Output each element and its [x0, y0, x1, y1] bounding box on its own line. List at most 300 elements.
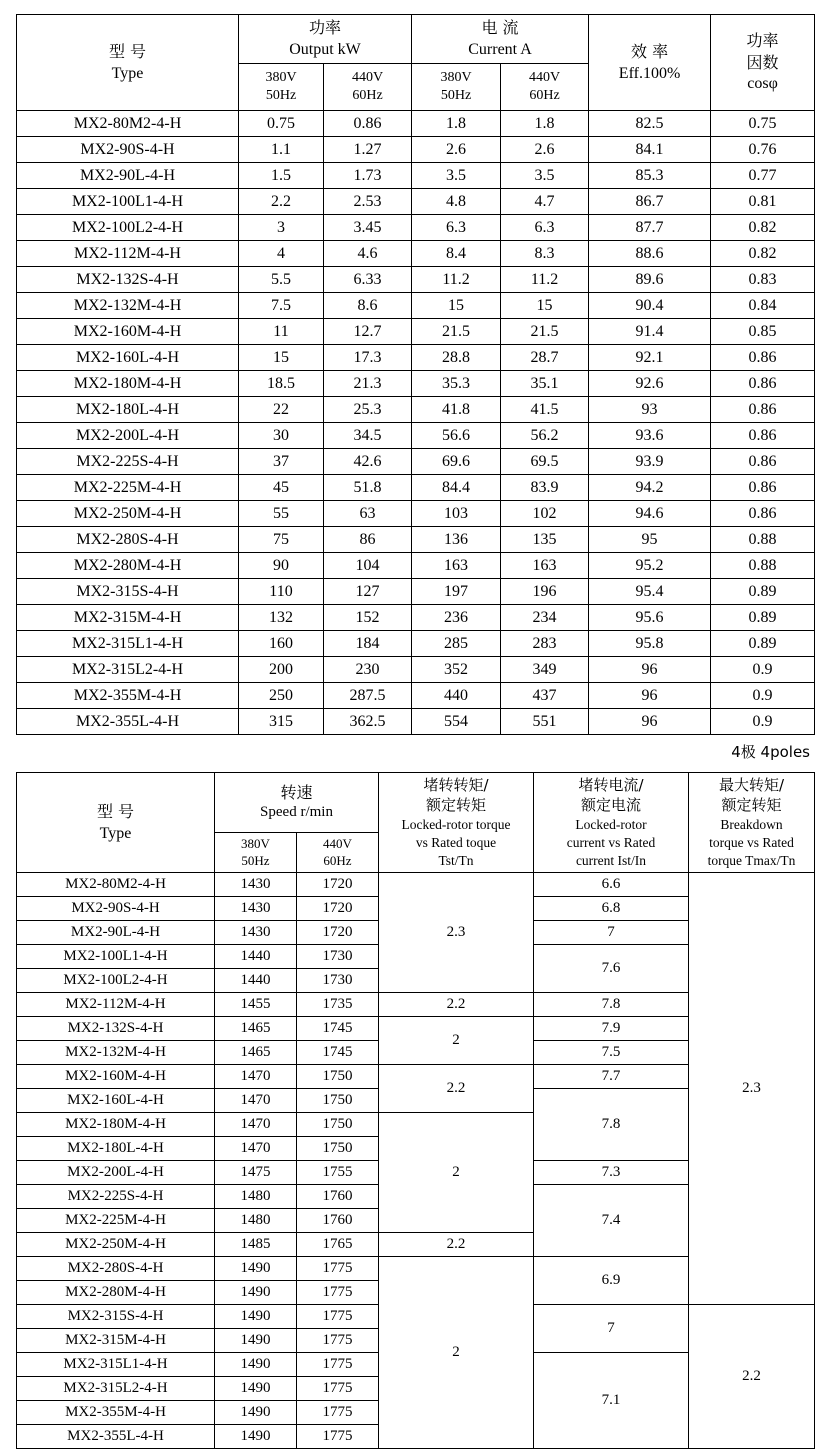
table-row — [17, 475, 815, 501]
cell-speed-440v: 1745 — [297, 1017, 379, 1041]
cell-efficiency: 85.3 — [589, 163, 711, 189]
cell-efficiency: 91.4 — [589, 319, 711, 345]
cell-speed-380v: 1490 — [215, 1305, 297, 1329]
cell-current-380v: 4.8 — [412, 189, 501, 215]
cell-current-440v: 21.5 — [501, 319, 589, 345]
cell-locked-rotor-torque: 2 — [379, 1113, 534, 1233]
cell-speed-440v: 1750 — [297, 1113, 379, 1137]
cell-locked-rotor-current: 6.9 — [534, 1257, 689, 1305]
cell-speed-440v: 1765 — [297, 1233, 379, 1257]
cell-output-440v: 8.6 — [324, 293, 412, 319]
table-row — [17, 873, 815, 897]
cell-model: MX2-225M-4-H — [17, 1209, 215, 1233]
cell-output-440v: 230 — [324, 657, 412, 683]
table-row — [17, 371, 815, 397]
cell-speed-380v: 1470 — [215, 1065, 297, 1089]
cell-current-440v: 135 — [501, 527, 589, 553]
cell-model: MX2-315L1-4-H — [17, 1353, 215, 1377]
cell-locked-rotor-current: 7 — [534, 921, 689, 945]
cell-speed-380v: 1465 — [215, 1017, 297, 1041]
cell-current-440v: 35.1 — [501, 371, 589, 397]
cell-speed-380v: 1470 — [215, 1113, 297, 1137]
cell-locked-rotor-torque: 2.3 — [379, 873, 534, 993]
cell-speed-440v: 1730 — [297, 969, 379, 993]
cell-speed-440v: 1775 — [297, 1401, 379, 1425]
cell-model: MX2-225M-4-H — [17, 475, 239, 501]
table-row — [17, 111, 815, 137]
cell-locked-rotor-current: 7.9 — [534, 1017, 689, 1041]
cell-speed-380v: 1490 — [215, 1401, 297, 1425]
cell-model: MX2-90L-4-H — [17, 163, 239, 189]
cell-output-440v: 12.7 — [324, 319, 412, 345]
cell-efficiency: 96 — [589, 683, 711, 709]
header-output-power: 功率 Output kW — [239, 15, 412, 64]
table-row — [17, 501, 815, 527]
table-row — [17, 397, 815, 423]
cell-current-440v: 11.2 — [501, 267, 589, 293]
cell-current-380v: 3.5 — [412, 163, 501, 189]
table-row — [17, 345, 815, 371]
cell-model: MX2-315L1-4-H — [17, 631, 239, 657]
cell-power-factor: 0.76 — [711, 137, 815, 163]
table1-header — [17, 15, 815, 111]
cell-current-380v: 69.6 — [412, 449, 501, 475]
cell-power-factor: 0.88 — [711, 527, 815, 553]
cell-output-440v: 25.3 — [324, 397, 412, 423]
cell-efficiency: 95.2 — [589, 553, 711, 579]
cell-power-factor: 0.86 — [711, 475, 815, 501]
cell-locked-rotor-current: 7.5 — [534, 1041, 689, 1065]
header-breakdown-torque: 最大转矩/ 额定转矩 Breakdown torque vs Rated torque Tmax/Tn — [689, 773, 815, 873]
table-row — [17, 137, 815, 163]
cell-power-factor: 0.82 — [711, 215, 815, 241]
cell-locked-rotor-current: 7.7 — [534, 1065, 689, 1089]
table-row — [17, 709, 815, 735]
cell-locked-rotor-current: 7 — [534, 1305, 689, 1353]
cell-speed-440v: 1775 — [297, 1377, 379, 1401]
cell-model: MX2-112M-4-H — [17, 241, 239, 267]
cell-current-440v: 6.3 — [501, 215, 589, 241]
header-efficiency: 效 率 Eff.100% — [589, 15, 711, 111]
table1-footnote: 4极 4poles — [731, 743, 810, 761]
cell-model: MX2-132M-4-H — [17, 1041, 215, 1065]
cell-power-factor: 0.83 — [711, 267, 815, 293]
table-row — [17, 605, 815, 631]
cell-model: MX2-200L-4-H — [17, 1161, 215, 1185]
cell-current-380v: 6.3 — [412, 215, 501, 241]
cell-locked-rotor-current: 7.1 — [534, 1353, 689, 1449]
cell-output-380v: 30 — [239, 423, 324, 449]
cell-current-440v: 437 — [501, 683, 589, 709]
cell-efficiency: 86.7 — [589, 189, 711, 215]
motor-specs-table-4pole — [16, 14, 815, 735]
cell-model: MX2-315S-4-H — [17, 1305, 215, 1329]
table-row — [17, 215, 815, 241]
cell-power-factor: 0.9 — [711, 657, 815, 683]
cell-current-380v: 163 — [412, 553, 501, 579]
table-row — [17, 423, 815, 449]
cell-output-440v: 1.73 — [324, 163, 412, 189]
cell-speed-380v: 1455 — [215, 993, 297, 1017]
cell-power-factor: 0.81 — [711, 189, 815, 215]
cell-output-380v: 75 — [239, 527, 324, 553]
cell-current-380v: 28.8 — [412, 345, 501, 371]
cell-output-380v: 37 — [239, 449, 324, 475]
table-row — [17, 163, 815, 189]
cell-model: MX2-90L-4-H — [17, 921, 215, 945]
table-row — [17, 631, 815, 657]
cell-locked-rotor-torque: 2.2 — [379, 1065, 534, 1113]
cell-model: MX2-112M-4-H — [17, 993, 215, 1017]
cell-power-factor: 0.86 — [711, 449, 815, 475]
cell-output-380v: 250 — [239, 683, 324, 709]
cell-output-380v: 160 — [239, 631, 324, 657]
cell-model: MX2-225S-4-H — [17, 1185, 215, 1209]
cell-speed-380v: 1480 — [215, 1209, 297, 1233]
cell-current-440v: 2.6 — [501, 137, 589, 163]
cell-efficiency: 95.6 — [589, 605, 711, 631]
cell-power-factor: 0.75 — [711, 111, 815, 137]
cell-current-440v: 56.2 — [501, 423, 589, 449]
table-row — [17, 293, 815, 319]
cell-current-440v: 3.5 — [501, 163, 589, 189]
cell-speed-380v: 1470 — [215, 1137, 297, 1161]
cell-power-factor: 0.77 — [711, 163, 815, 189]
cell-model: MX2-160L-4-H — [17, 345, 239, 371]
cell-locked-rotor-torque: 2.2 — [379, 1233, 534, 1257]
cell-current-440v: 1.8 — [501, 111, 589, 137]
cell-speed-440v: 1750 — [297, 1137, 379, 1161]
cell-current-380v: 8.4 — [412, 241, 501, 267]
cell-model: MX2-315L2-4-H — [17, 657, 239, 683]
cell-speed-380v: 1490 — [215, 1377, 297, 1401]
cell-model: MX2-180L-4-H — [17, 1137, 215, 1161]
cell-speed-380v: 1430 — [215, 897, 297, 921]
cell-speed-440v: 1745 — [297, 1041, 379, 1065]
cell-power-factor: 0.9 — [711, 683, 815, 709]
cell-current-380v: 285 — [412, 631, 501, 657]
cell-output-440v: 21.3 — [324, 371, 412, 397]
cell-speed-440v: 1775 — [297, 1281, 379, 1305]
cell-speed-440v: 1775 — [297, 1305, 379, 1329]
cell-efficiency: 96 — [589, 709, 711, 735]
cell-speed-380v: 1470 — [215, 1089, 297, 1113]
cell-breakdown-torque: 2.2 — [689, 1305, 815, 1449]
table-row — [17, 449, 815, 475]
header-current-380v: 380V 50Hz — [412, 64, 501, 111]
cell-model: MX2-160M-4-H — [17, 1065, 215, 1089]
cell-model: MX2-100L2-4-H — [17, 969, 215, 993]
cell-efficiency: 92.6 — [589, 371, 711, 397]
cell-current-380v: 136 — [412, 527, 501, 553]
table2-header — [17, 773, 815, 873]
cell-current-380v: 41.8 — [412, 397, 501, 423]
cell-efficiency: 96 — [589, 657, 711, 683]
cell-speed-440v: 1760 — [297, 1209, 379, 1233]
cell-efficiency: 93 — [589, 397, 711, 423]
cell-output-380v: 90 — [239, 553, 324, 579]
cell-current-440v: 83.9 — [501, 475, 589, 501]
cell-speed-440v: 1775 — [297, 1329, 379, 1353]
cell-model: MX2-315L2-4-H — [17, 1377, 215, 1401]
header-locked-rotor-current: 堵转电流/ 额定电流 Locked-rotor current vs Rated current Ist/In — [534, 773, 689, 873]
cell-current-440v: 69.5 — [501, 449, 589, 475]
cell-model: MX2-132M-4-H — [17, 293, 239, 319]
header-output-440v: 440V 60Hz — [324, 64, 412, 111]
cell-locked-rotor-current: 6.6 — [534, 873, 689, 897]
header-current-440v: 440V 60Hz — [501, 64, 589, 111]
cell-current-440v: 551 — [501, 709, 589, 735]
cell-model: MX2-355M-4-H — [17, 1401, 215, 1425]
cell-efficiency: 89.6 — [589, 267, 711, 293]
cell-power-factor: 0.9 — [711, 709, 815, 735]
cell-output-380v: 55 — [239, 501, 324, 527]
cell-speed-380v: 1485 — [215, 1233, 297, 1257]
cell-model: MX2-90S-4-H — [17, 137, 239, 163]
cell-power-factor: 0.89 — [711, 605, 815, 631]
cell-locked-rotor-current: 7.8 — [534, 993, 689, 1017]
cell-speed-380v: 1490 — [215, 1329, 297, 1353]
cell-speed-440v: 1775 — [297, 1257, 379, 1281]
cell-efficiency: 93.9 — [589, 449, 711, 475]
cell-current-380v: 197 — [412, 579, 501, 605]
cell-output-440v: 362.5 — [324, 709, 412, 735]
cell-output-440v: 4.6 — [324, 241, 412, 267]
cell-efficiency: 88.6 — [589, 241, 711, 267]
cell-locked-rotor-current: 7.8 — [534, 1089, 689, 1161]
table-row — [17, 579, 815, 605]
cell-locked-rotor-current: 7.3 — [534, 1161, 689, 1185]
cell-speed-440v: 1735 — [297, 993, 379, 1017]
cell-model: MX2-100L2-4-H — [17, 215, 239, 241]
cell-model: MX2-355L-4-H — [17, 1425, 215, 1449]
cell-efficiency: 95 — [589, 527, 711, 553]
cell-locked-rotor-torque: 2 — [379, 1257, 534, 1449]
cell-speed-380v: 1475 — [215, 1161, 297, 1185]
cell-model: MX2-160L-4-H — [17, 1089, 215, 1113]
cell-output-440v: 63 — [324, 501, 412, 527]
cell-current-380v: 21.5 — [412, 319, 501, 345]
cell-current-440v: 41.5 — [501, 397, 589, 423]
header-current: 电 流 Current A — [412, 15, 589, 64]
cell-power-factor: 0.86 — [711, 371, 815, 397]
header-speed-440v: 440V 60Hz — [297, 833, 379, 873]
table-row — [17, 657, 815, 683]
header-output-380v: 380V 50Hz — [239, 64, 324, 111]
cell-current-380v: 236 — [412, 605, 501, 631]
header-speed: 转速 Speed r/min — [215, 773, 379, 833]
cell-speed-380v: 1490 — [215, 1257, 297, 1281]
cell-output-440v: 104 — [324, 553, 412, 579]
cell-output-440v: 17.3 — [324, 345, 412, 371]
cell-current-380v: 35.3 — [412, 371, 501, 397]
cell-speed-440v: 1750 — [297, 1065, 379, 1089]
cell-current-380v: 56.6 — [412, 423, 501, 449]
cell-output-440v: 6.33 — [324, 267, 412, 293]
cell-speed-380v: 1440 — [215, 969, 297, 993]
cell-model: MX2-180L-4-H — [17, 397, 239, 423]
cell-speed-380v: 1440 — [215, 945, 297, 969]
cell-model: MX2-355M-4-H — [17, 683, 239, 709]
cell-output-380v: 315 — [239, 709, 324, 735]
table-row — [17, 319, 815, 345]
table2-body — [17, 873, 815, 1449]
cell-model: MX2-80M2-4-H — [17, 111, 239, 137]
cell-power-factor: 0.89 — [711, 631, 815, 657]
cell-speed-440v: 1775 — [297, 1353, 379, 1377]
cell-current-380v: 84.4 — [412, 475, 501, 501]
cell-output-380v: 1.5 — [239, 163, 324, 189]
cell-output-440v: 51.8 — [324, 475, 412, 501]
cell-model: MX2-355L-4-H — [17, 709, 239, 735]
table1-body — [17, 111, 815, 735]
table-row — [17, 241, 815, 267]
cell-speed-380v: 1465 — [215, 1041, 297, 1065]
cell-efficiency: 92.1 — [589, 345, 711, 371]
cell-current-440v: 8.3 — [501, 241, 589, 267]
cell-current-380v: 1.8 — [412, 111, 501, 137]
cell-output-380v: 11 — [239, 319, 324, 345]
cell-model: MX2-132S-4-H — [17, 1017, 215, 1041]
cell-speed-440v: 1720 — [297, 873, 379, 897]
cell-current-440v: 234 — [501, 605, 589, 631]
cell-power-factor: 0.86 — [711, 345, 815, 371]
cell-speed-380v: 1490 — [215, 1425, 297, 1449]
cell-current-380v: 103 — [412, 501, 501, 527]
cell-model: MX2-280S-4-H — [17, 527, 239, 553]
cell-output-440v: 3.45 — [324, 215, 412, 241]
cell-output-380v: 7.5 — [239, 293, 324, 319]
cell-current-380v: 554 — [412, 709, 501, 735]
cell-current-380v: 440 — [412, 683, 501, 709]
cell-model: MX2-180M-4-H — [17, 1113, 215, 1137]
cell-model: MX2-315M-4-H — [17, 605, 239, 631]
cell-current-440v: 102 — [501, 501, 589, 527]
cell-speed-440v: 1730 — [297, 945, 379, 969]
cell-speed-440v: 1720 — [297, 897, 379, 921]
cell-locked-rotor-current: 7.6 — [534, 945, 689, 993]
cell-speed-380v: 1490 — [215, 1353, 297, 1377]
cell-current-380v: 15 — [412, 293, 501, 319]
cell-output-440v: 2.53 — [324, 189, 412, 215]
cell-efficiency: 94.2 — [589, 475, 711, 501]
cell-locked-rotor-current: 6.8 — [534, 897, 689, 921]
table-row — [17, 267, 815, 293]
cell-power-factor: 0.86 — [711, 397, 815, 423]
cell-current-440v: 4.7 — [501, 189, 589, 215]
cell-breakdown-torque: 2.3 — [689, 873, 815, 1305]
cell-power-factor: 0.86 — [711, 423, 815, 449]
cell-output-380v: 1.1 — [239, 137, 324, 163]
cell-locked-rotor-current: 7.4 — [534, 1185, 689, 1257]
cell-current-380v: 11.2 — [412, 267, 501, 293]
cell-speed-380v: 1480 — [215, 1185, 297, 1209]
cell-output-380v: 2.2 — [239, 189, 324, 215]
cell-power-factor: 0.89 — [711, 579, 815, 605]
cell-current-440v: 28.7 — [501, 345, 589, 371]
cell-output-380v: 3 — [239, 215, 324, 241]
cell-output-440v: 42.6 — [324, 449, 412, 475]
cell-power-factor: 0.82 — [711, 241, 815, 267]
table-row — [17, 527, 815, 553]
cell-output-380v: 132 — [239, 605, 324, 631]
cell-output-440v: 0.86 — [324, 111, 412, 137]
cell-output-440v: 1.27 — [324, 137, 412, 163]
cell-model: MX2-100L1-4-H — [17, 189, 239, 215]
cell-power-factor: 0.88 — [711, 553, 815, 579]
motor-performance-table-4pole — [16, 772, 815, 1449]
cell-output-380v: 18.5 — [239, 371, 324, 397]
cell-power-factor: 0.86 — [711, 501, 815, 527]
cell-current-440v: 15 — [501, 293, 589, 319]
cell-model: MX2-100L1-4-H — [17, 945, 215, 969]
cell-efficiency: 90.4 — [589, 293, 711, 319]
cell-model: MX2-280M-4-H — [17, 553, 239, 579]
cell-speed-440v: 1755 — [297, 1161, 379, 1185]
cell-model: MX2-80M2-4-H — [17, 873, 215, 897]
table-row — [17, 189, 815, 215]
table-row — [17, 683, 815, 709]
cell-output-380v: 0.75 — [239, 111, 324, 137]
cell-output-380v: 15 — [239, 345, 324, 371]
cell-current-440v: 283 — [501, 631, 589, 657]
cell-output-440v: 86 — [324, 527, 412, 553]
cell-model: MX2-280M-4-H — [17, 1281, 215, 1305]
header-type: 型 号 Type — [17, 15, 239, 111]
cell-output-380v: 22 — [239, 397, 324, 423]
cell-output-380v: 200 — [239, 657, 324, 683]
table-row — [17, 553, 815, 579]
cell-model: MX2-315M-4-H — [17, 1329, 215, 1353]
cell-output-440v: 287.5 — [324, 683, 412, 709]
cell-model: MX2-160M-4-H — [17, 319, 239, 345]
cell-current-440v: 349 — [501, 657, 589, 683]
cell-power-factor: 0.84 — [711, 293, 815, 319]
cell-current-440v: 163 — [501, 553, 589, 579]
cell-efficiency: 94.6 — [589, 501, 711, 527]
cell-efficiency: 93.6 — [589, 423, 711, 449]
header-power-factor: 功率 因数 cosφ — [711, 15, 815, 111]
cell-efficiency: 95.4 — [589, 579, 711, 605]
cell-model: MX2-250M-4-H — [17, 1233, 215, 1257]
cell-model: MX2-180M-4-H — [17, 371, 239, 397]
cell-locked-rotor-torque: 2 — [379, 1017, 534, 1065]
cell-model: MX2-315S-4-H — [17, 579, 239, 605]
cell-output-380v: 45 — [239, 475, 324, 501]
cell-model: MX2-200L-4-H — [17, 423, 239, 449]
cell-model: MX2-225S-4-H — [17, 449, 239, 475]
cell-current-440v: 196 — [501, 579, 589, 605]
cell-output-380v: 110 — [239, 579, 324, 605]
cell-output-440v: 34.5 — [324, 423, 412, 449]
cell-speed-440v: 1760 — [297, 1185, 379, 1209]
cell-efficiency: 87.7 — [589, 215, 711, 241]
cell-efficiency: 82.5 — [589, 111, 711, 137]
cell-model: MX2-90S-4-H — [17, 897, 215, 921]
cell-speed-440v: 1750 — [297, 1089, 379, 1113]
cell-speed-440v: 1720 — [297, 921, 379, 945]
cell-power-factor: 0.85 — [711, 319, 815, 345]
cell-current-380v: 2.6 — [412, 137, 501, 163]
cell-efficiency: 95.8 — [589, 631, 711, 657]
cell-locked-rotor-torque: 2.2 — [379, 993, 534, 1017]
header-locked-rotor-torque: 堵转转矩/ 额定转矩 Locked-rotor torque vs Rated toque Tst/Tn — [379, 773, 534, 873]
cell-speed-380v: 1490 — [215, 1281, 297, 1305]
cell-speed-380v: 1430 — [215, 873, 297, 897]
cell-output-440v: 127 — [324, 579, 412, 605]
cell-efficiency: 84.1 — [589, 137, 711, 163]
cell-output-380v: 5.5 — [239, 267, 324, 293]
